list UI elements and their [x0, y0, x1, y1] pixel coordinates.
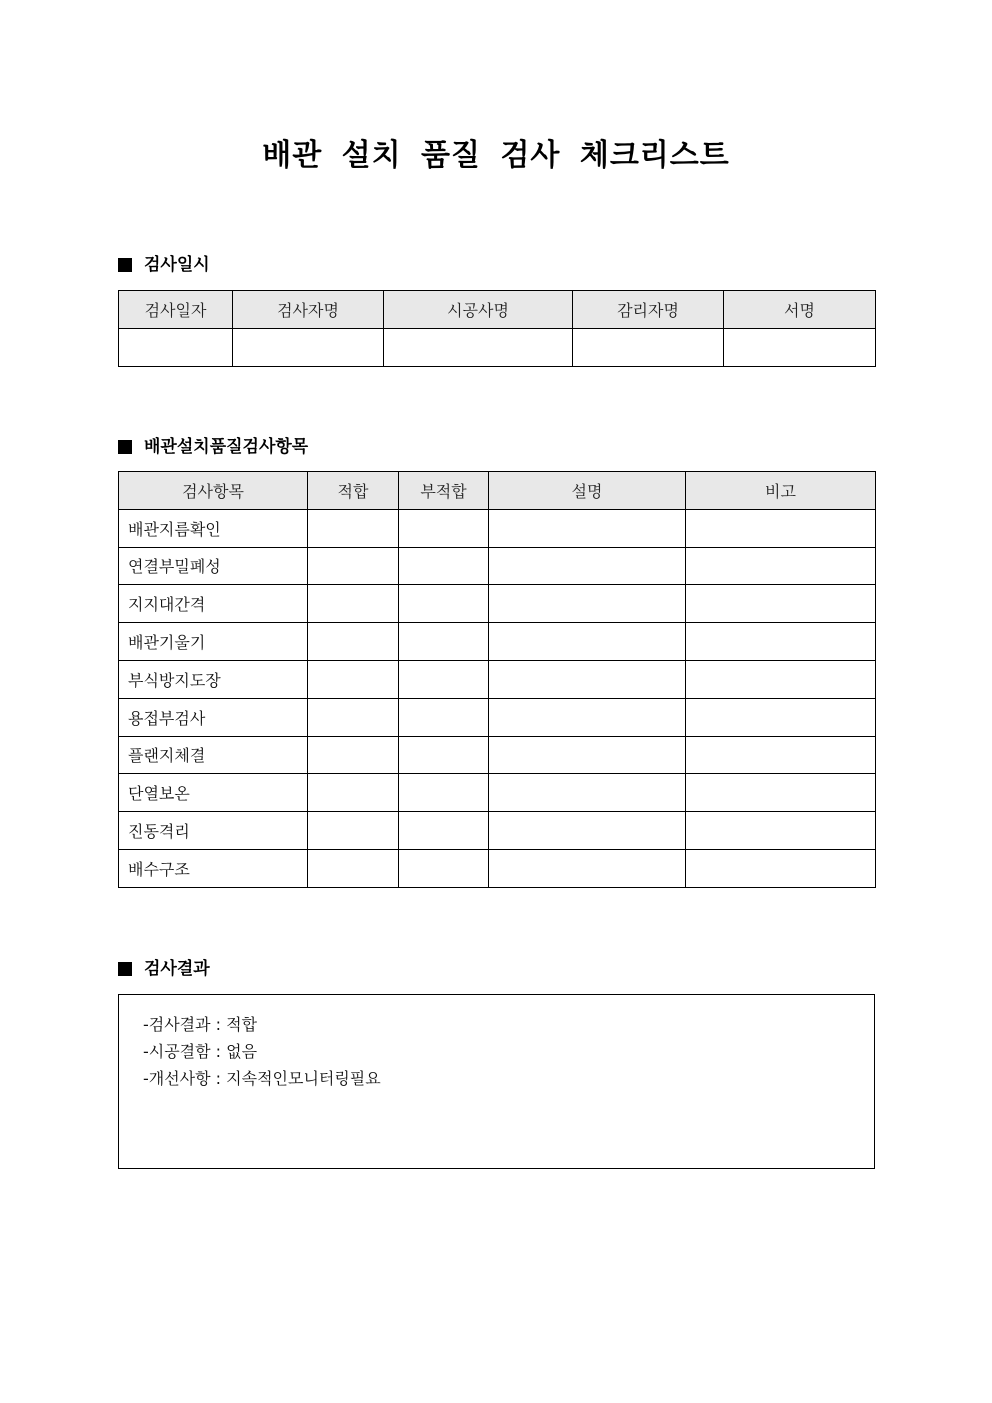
remarks-cell[interactable]	[686, 698, 876, 736]
description-cell[interactable]	[489, 774, 686, 812]
section-heading-inspection-date	[118, 253, 210, 277]
remarks-cell[interactable]	[686, 849, 876, 887]
remarks-cell[interactable]	[686, 547, 876, 585]
item-label: 부식방지도장	[119, 660, 308, 698]
pass-cell[interactable]	[308, 623, 399, 661]
column-header-remarks: 비고	[686, 472, 876, 510]
table-row	[119, 812, 876, 850]
square-bullet-icon	[118, 440, 132, 454]
pass-cell[interactable]	[308, 774, 399, 812]
remarks-cell[interactable]	[686, 585, 876, 623]
remarks-cell[interactable]	[686, 736, 876, 774]
description-cell[interactable]	[489, 698, 686, 736]
column-header-description: 설명	[489, 472, 686, 510]
description-cell[interactable]	[489, 849, 686, 887]
table-row	[119, 509, 876, 547]
item-label: 배관기울기	[119, 623, 308, 661]
pass-cell[interactable]	[308, 849, 399, 887]
table-row	[119, 849, 876, 887]
section-heading-label: 배관설치품질검사항목	[144, 437, 309, 457]
item-label: 용접부검사	[119, 698, 308, 736]
contractor-name-cell[interactable]	[384, 328, 573, 366]
result-line-inspection-result: -검사결과 : 적합	[143, 1015, 258, 1034]
description-cell[interactable]	[489, 509, 686, 547]
table-row	[119, 623, 876, 661]
item-label: 진동격리	[119, 812, 308, 850]
pass-cell[interactable]	[308, 698, 399, 736]
inspection-info-table	[118, 290, 876, 367]
result-line-construction-defect: -시공결함 : 없음	[143, 1042, 258, 1061]
column-header-inspector-name: 검사자명	[233, 291, 384, 329]
fail-cell[interactable]	[399, 774, 489, 812]
inspection-result-box[interactable]	[118, 994, 875, 1169]
fail-cell[interactable]	[399, 547, 489, 585]
item-label: 배수구조	[119, 849, 308, 887]
signature-cell[interactable]	[724, 328, 876, 366]
fail-cell[interactable]	[399, 736, 489, 774]
column-header-item: 검사항목	[119, 472, 308, 510]
inspector-name-cell[interactable]	[233, 328, 384, 366]
pass-cell[interactable]	[308, 547, 399, 585]
document-title: 배관 설치 품질 검사 체크리스트	[262, 138, 730, 173]
remarks-cell[interactable]	[686, 660, 876, 698]
pass-cell[interactable]	[308, 585, 399, 623]
description-cell[interactable]	[489, 736, 686, 774]
column-header-contractor-name: 시공사명	[384, 291, 573, 329]
section-heading-label: 검사결과	[144, 959, 210, 979]
fail-cell[interactable]	[399, 849, 489, 887]
fail-cell[interactable]	[399, 660, 489, 698]
remarks-cell[interactable]	[686, 623, 876, 661]
column-header-inspection-date: 검사일자	[119, 291, 233, 329]
square-bullet-icon	[118, 962, 132, 976]
supervisor-name-cell[interactable]	[573, 328, 724, 366]
item-label: 플랜지체결	[119, 736, 308, 774]
table-header-row	[119, 472, 876, 510]
pass-cell[interactable]	[308, 509, 399, 547]
column-header-supervisor-name: 감리자명	[573, 291, 724, 329]
item-label: 단열보온	[119, 774, 308, 812]
column-header-signature: 서명	[724, 291, 876, 329]
table-header-row	[119, 291, 876, 329]
remarks-cell[interactable]	[686, 812, 876, 850]
description-cell[interactable]	[489, 812, 686, 850]
description-cell[interactable]	[489, 547, 686, 585]
table-row	[119, 736, 876, 774]
table-row	[119, 547, 876, 585]
section-heading-inspection-result	[118, 957, 210, 981]
table-row	[119, 660, 876, 698]
column-header-fail: 부적합	[399, 472, 489, 510]
inspection-date-cell[interactable]	[119, 328, 233, 366]
description-cell[interactable]	[489, 623, 686, 661]
item-label: 연결부밀폐성	[119, 547, 308, 585]
fail-cell[interactable]	[399, 698, 489, 736]
description-cell[interactable]	[489, 585, 686, 623]
remarks-cell[interactable]	[686, 774, 876, 812]
fail-cell[interactable]	[399, 585, 489, 623]
remarks-cell[interactable]	[686, 509, 876, 547]
pass-cell[interactable]	[308, 736, 399, 774]
item-label: 배관지름확인	[119, 509, 308, 547]
pass-cell[interactable]	[308, 812, 399, 850]
result-line-improvement: -개선사항 : 지속적인모니터링필요	[143, 1069, 381, 1088]
pass-cell[interactable]	[308, 660, 399, 698]
section-heading-label: 검사일시	[144, 255, 210, 275]
table-row	[119, 774, 876, 812]
section-heading-inspection-items	[118, 435, 308, 459]
inspection-items-table	[118, 471, 876, 888]
item-label: 지지대간격	[119, 585, 308, 623]
column-header-pass: 적합	[308, 472, 399, 510]
description-cell[interactable]	[489, 660, 686, 698]
fail-cell[interactable]	[399, 623, 489, 661]
table-row	[119, 585, 876, 623]
table-row	[119, 698, 876, 736]
fail-cell[interactable]	[399, 812, 489, 850]
table-row	[119, 328, 876, 366]
square-bullet-icon	[118, 258, 132, 272]
fail-cell[interactable]	[399, 509, 489, 547]
